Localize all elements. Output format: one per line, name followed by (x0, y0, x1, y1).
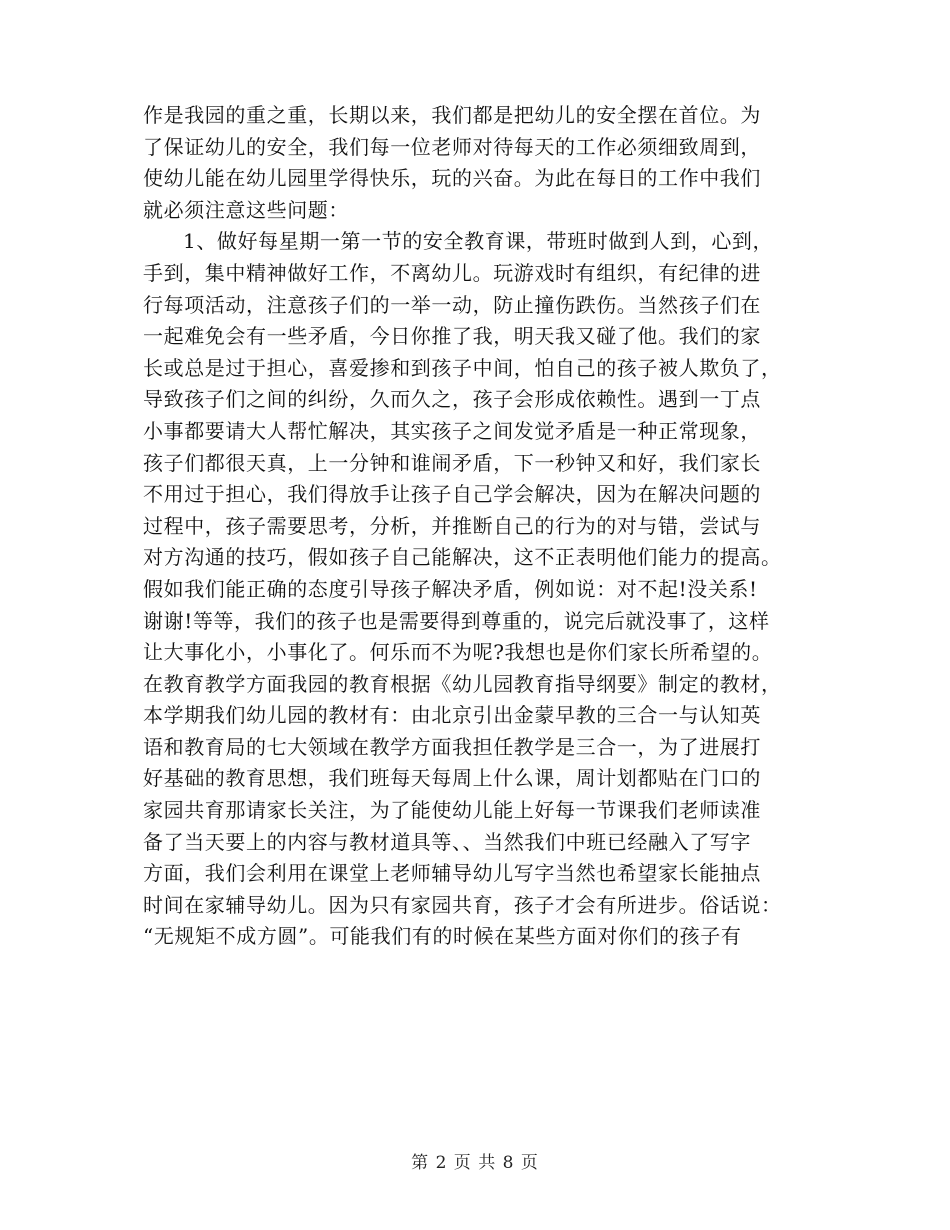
text-line: 导致孩子们之间的纠纷，久而久之，孩子会形成依赖性。遇到一丁点 (143, 387, 761, 412)
text-line: 使幼儿能在幼儿园里学得快乐，玩的兴奋。为此在每日的工作中我们 (143, 166, 761, 191)
text-line: 家园共育那请家长关注，为了能使幼儿能上好每一节课我们老师读准 (143, 798, 761, 823)
text-line: 不用过于担心，我们得放手让孩子自己学会解决，因为在解决问题的 (143, 482, 761, 507)
page-number-footer: 第 2 页 共 8 页 (411, 1153, 539, 1173)
text-line: 时间在家辅导幼儿。因为只有家园共育，孩子才会有所进步。俗话说： (143, 892, 782, 917)
text-line: 了保证幼儿的安全，我们每一位老师对待每天的工作必须细致周到， (143, 134, 761, 159)
text-line: 过程中，孩子需要思考，分析，并推断自己的行为的对与错，尝试与 (143, 513, 761, 538)
text-line: 本学期我们幼儿园的教材有：由北京引出金蒙早教的三合一与认知英 (143, 703, 761, 728)
text-line: 在教育教学方面我园的教育根据《幼儿园教育指导纲要》制定的教材， (143, 671, 782, 696)
text-line: 让大事化小，小事化了。何乐而不为呢?我想也是你们家长所希望的。 (143, 640, 773, 665)
text-line: 语和教育局的七大领域在教学方面我担任教学是三合一，为了进展打 (143, 734, 761, 759)
text-line: 假如我们能正确的态度引导孩子解决矛盾，例如说：对不起!没关系! (143, 576, 758, 601)
text-line: 手到，集中精神做好工作，不离幼儿。玩游戏时有组织，有纪律的进 (143, 260, 761, 285)
text-line: 行每项活动，注意孩子们的一举一动，防止撞伤跌伤。当然孩子们在 (143, 292, 761, 317)
text-line: 就必须注意这些问题： (143, 197, 349, 222)
text-line: 对方沟通的技巧，假如孩子自己能解决，这不正表明他们能力的提高。 (143, 545, 782, 570)
text-line: 方面，我们会利用在课堂上老师辅导幼儿写字当然也希望家长能抽点 (143, 861, 761, 886)
text-line: “无规矩不成方圆”。可能我们有的时候在某些方面对你们的孩子有 (143, 924, 742, 949)
body-text (143, 100, 815, 953)
paragraph-first-line: 1、做好每星期一第一节的安全教育课，带班时做到人到，心到， (183, 229, 774, 254)
text-line: 长或总是过于担心，喜爱掺和到孩子中间，怕自己的孩子被人欺负了， (143, 355, 782, 380)
text-line: 孩子们都很天真，上一分钟和谁闹矛盾，下一秒钟又和好，我们家长 (143, 450, 761, 475)
text-line: 小事都要请大人帮忙解决，其实孩子之间发觉矛盾是一种正常现象， (143, 418, 761, 443)
text-line: 谢谢!等等，我们的孩子也是需要得到尊重的，说完后就没事了，这样 (143, 608, 770, 633)
text-line: 一起难免会有一些矛盾，今日你推了我，明天我又碰了他。我们的家 (143, 324, 761, 349)
text-line: 好基础的教育思想，我们班每天每周上什么课，周计划都贴在门口的 (143, 766, 761, 791)
text-line: 备了当天要上的内容与教材道具等、、当然我们中班已经融入了写字 (143, 829, 751, 854)
text-line: 作是我园的重之重，长期以来，我们都是把幼儿的安全摆在首位。为 (143, 103, 761, 127)
